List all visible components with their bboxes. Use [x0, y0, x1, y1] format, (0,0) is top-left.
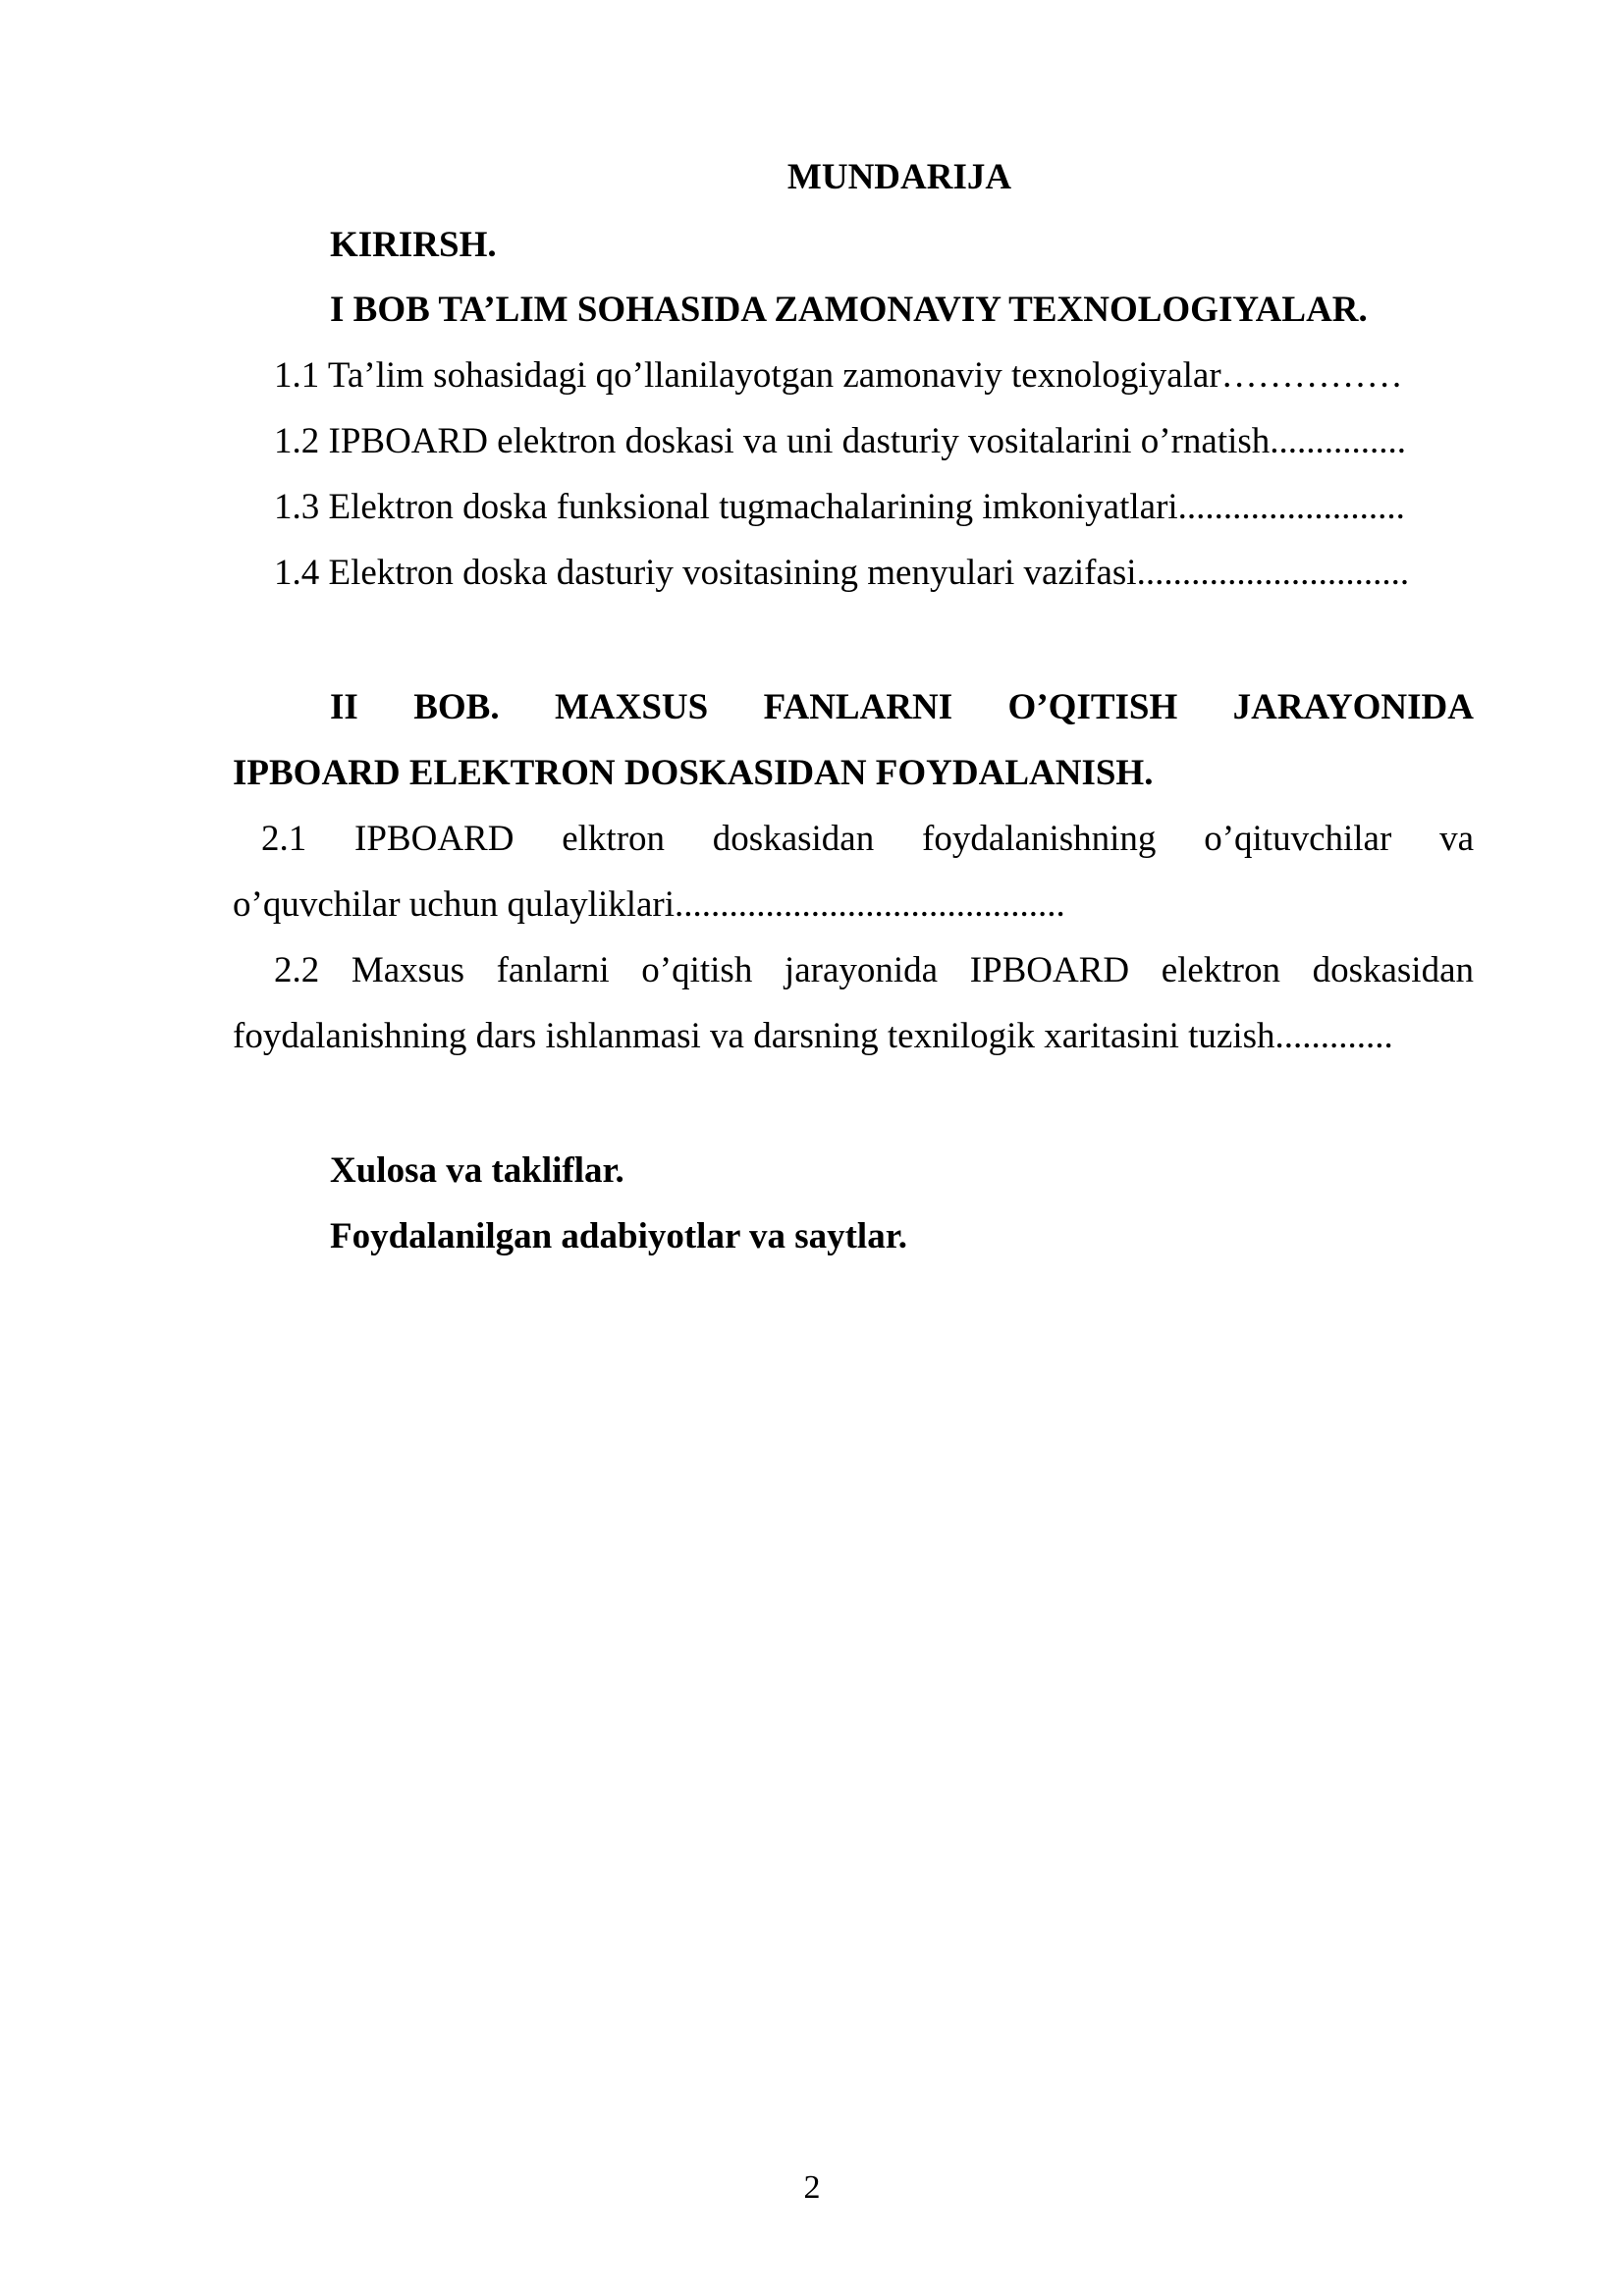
page-number: 2 [803, 2169, 821, 2206]
toc-item-2-1-line1: 2.1 IPBOARD elktron doskasidan foydalanishning o’qituvchilar va [261, 819, 1474, 859]
toc-conclusion: Xulosa va takliflar. [330, 1150, 624, 1191]
toc-item-2-2-line1: 2.2 Maxsus fanlarni o’qitish jarayonida IPBOARD elektron doskasidan [274, 950, 1474, 990]
toc-item-1-3: 1.3 Elektron doska funksional tugmachalarining imkoniyatlari......................... [274, 487, 1405, 527]
toc-title: MUNDARIJA [786, 157, 1012, 197]
toc-item-2-1-line2: o’quvchilar uchun qulayliklari........................................... [233, 884, 1065, 925]
toc-item-1-1: 1.1 Ta’lim sohasidagi qo’llanilayotgan zamonaviy texnologiyalar…………… [274, 355, 1403, 396]
toc-references: Foydalanilgan adabiyotlar va saytlar. [330, 1216, 907, 1256]
toc-item-1-2: 1.2 IPBOARD elektron doskasi va uni dasturiy vositalarini o’rnatish............... [274, 421, 1407, 461]
toc-chapter2-heading-line2: IPBOARD ELEKTRON DOSKASIDAN FOYDALANISH. [233, 753, 1154, 793]
toc-chapter2-heading-line1: II BOB. MAXSUS FANLARNI O’QITISH JARAYONIDA [330, 687, 1474, 727]
toc-item-2-2-line2: foydalanishning dars ishlanmasi va darsning texnilogik xaritasini tuzish............. [233, 1016, 1393, 1056]
toc-chapter1-heading: I BOB TA’LIM SOHASIDA ZAMONAVIY TEXNOLOGIYALAR. [330, 290, 1368, 330]
toc-intro: KIRIRSH. [330, 225, 497, 265]
toc-item-1-4: 1.4 Elektron doska dasturiy vositasining menyulari vazifasi.............................. [274, 553, 1410, 593]
